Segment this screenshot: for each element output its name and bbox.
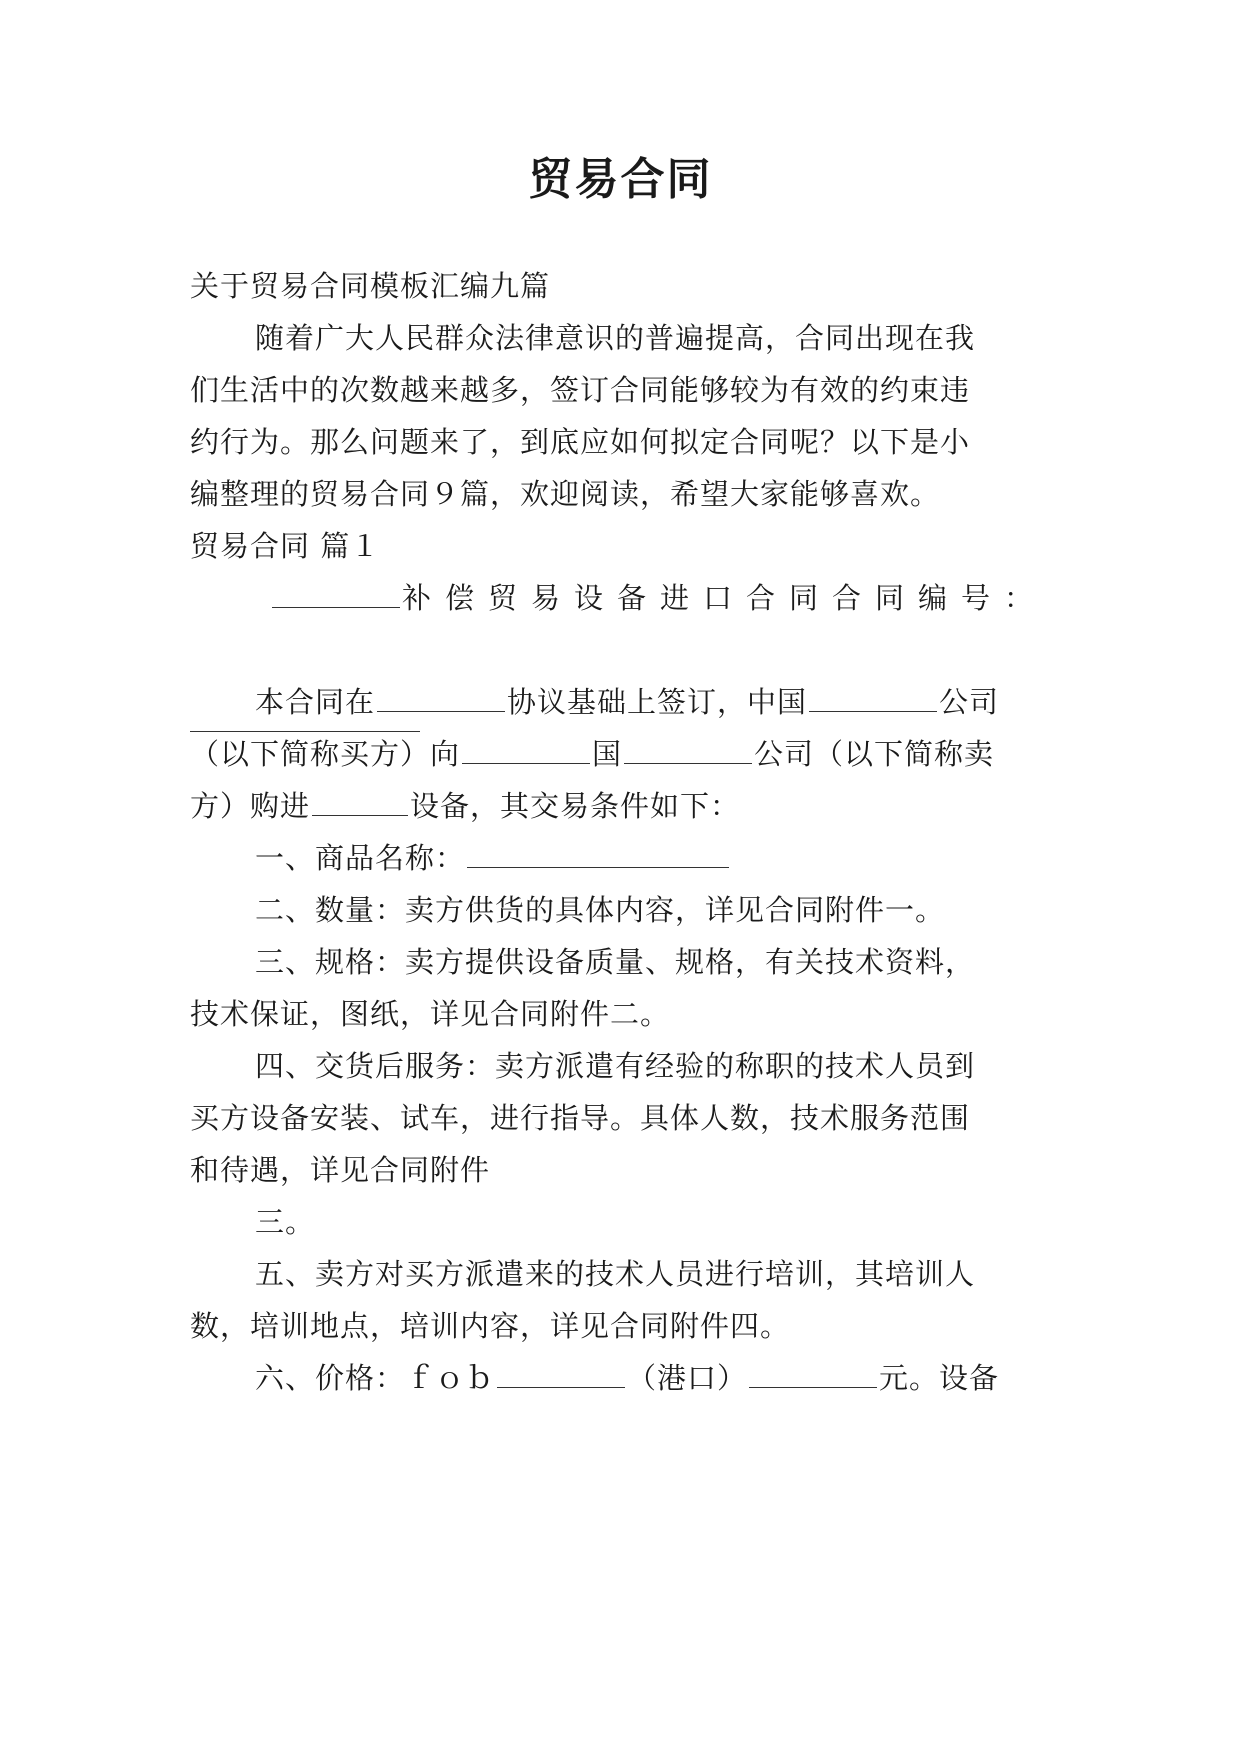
item-1 bbox=[255, 838, 1060, 878]
para1-text-g: 方）购进 bbox=[190, 789, 311, 823]
document-subtitle: 关于贸易合同模板汇编九篇 bbox=[190, 269, 551, 303]
intro-line-2: 们生活中的次数越来越多，签订合同能够较为有效的约束违 bbox=[190, 373, 971, 407]
blank-field bbox=[462, 739, 590, 764]
document-title: 贸易合同 bbox=[528, 154, 713, 205]
contract-header-line bbox=[270, 578, 1075, 618]
item-4-line-2: 买方设备安装、试车，进行指导。具体人数，技术服务范围 bbox=[190, 1101, 971, 1135]
blank-field bbox=[377, 687, 505, 712]
item-6-line-1 bbox=[255, 1358, 1060, 1398]
item-2: 二、数量：卖方供货的具体内容，详见合同附件一。 bbox=[255, 893, 946, 927]
para1-line-3 bbox=[190, 786, 1060, 826]
para1-line-1 bbox=[255, 682, 1060, 722]
item-4-line-3: 和待遇，详见合同附件 bbox=[190, 1153, 491, 1187]
blank-field bbox=[749, 1363, 877, 1388]
section-heading: 贸易合同 篇１ bbox=[190, 529, 381, 563]
item-1-text: 一、商品名称： bbox=[255, 841, 466, 875]
item-6-text-a: 六、价格：ｆｏｂ bbox=[255, 1361, 496, 1395]
item-6-text-c: 元。设备 bbox=[879, 1361, 1000, 1395]
blank-field bbox=[624, 739, 752, 764]
para1-text-d: （以下简称买方）向 bbox=[190, 737, 461, 771]
para1-text-a: 本合同在 bbox=[255, 685, 376, 719]
item-4-continued: 三。 bbox=[255, 1205, 316, 1239]
para1-text-e: 国 bbox=[592, 737, 623, 771]
para1-line-2 bbox=[190, 734, 1060, 774]
item-5-line-2: 数，培训地点，培训内容，详见合同附件四。 bbox=[190, 1309, 791, 1343]
blank-field bbox=[272, 583, 400, 608]
para1-text-c: 公司 bbox=[939, 685, 1000, 719]
item-6-text-b: （港口） bbox=[627, 1361, 748, 1395]
para1-text-b: 协议基础上签订，中国 bbox=[507, 685, 808, 719]
para1-text-h: 设备，其交易条件如下： bbox=[410, 789, 741, 823]
intro-line-4: 编整理的贸易合同９篇，欢迎阅读，希望大家能够喜欢。 bbox=[190, 477, 941, 511]
contract-header-text: 补偿贸易设备进口合同合同编号： bbox=[402, 581, 1048, 615]
intro-line-1: 随着广大人民群众法律意识的普遍提高，合同出现在我 bbox=[255, 321, 976, 355]
para1-text-f: 公司（以下简称卖 bbox=[754, 737, 995, 771]
item-3-line-1: 三、规格：卖方提供设备质量、规格，有关技术资料， bbox=[255, 945, 976, 979]
blank-field bbox=[312, 791, 408, 816]
blank-field bbox=[467, 843, 729, 868]
blank-field bbox=[497, 1363, 625, 1388]
item-4-line-1: 四、交货后服务：卖方派遣有经验的称职的技术人员到 bbox=[255, 1049, 976, 1083]
blank-field bbox=[809, 687, 937, 712]
item-3-line-2: 技术保证，图纸，详见合同附件二。 bbox=[190, 997, 671, 1031]
intro-line-3: 约行为。那么问题来了，到底应如何拟定合同呢？以下是小 bbox=[190, 425, 971, 459]
item-5-line-1: 五、卖方对买方派遣来的技术人员进行培训，其培训人 bbox=[255, 1257, 976, 1291]
contract-number-blank bbox=[190, 730, 420, 732]
